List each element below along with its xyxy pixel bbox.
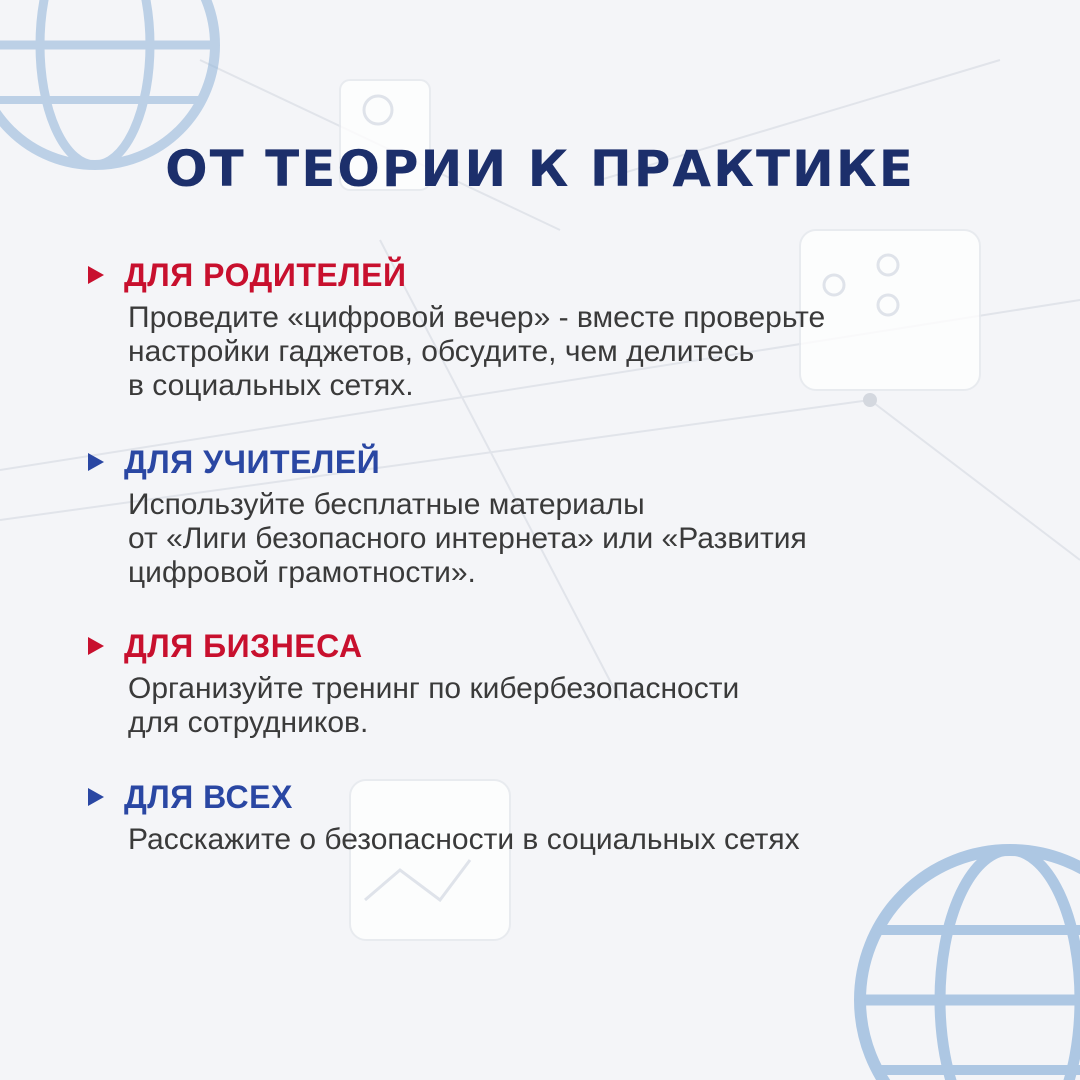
body-line: Организуйте тренинг по кибербезопасности: [128, 672, 740, 705]
body-line: цифровой грамотности».: [128, 556, 476, 589]
section-heading-label: ДЛЯ ВСЕХ: [124, 778, 293, 815]
page-title: ОТ ТЕОРИИ К ПРАКТИКЕ: [165, 140, 915, 198]
section-heading-label: ДЛЯ УЧИТЕЛЕЙ: [124, 443, 381, 480]
section-body: [128, 301, 1048, 403]
globe-icon-bottom-right: [860, 850, 1080, 1080]
play-bullet-icon: [88, 637, 104, 655]
play-bullet-icon: [88, 266, 104, 284]
body-line: Расскажите о безопасности в социальных сетях: [128, 823, 800, 856]
section-business: [88, 626, 1048, 740]
body-line: для сотрудников.: [128, 706, 369, 739]
section-everyone: [88, 777, 1048, 857]
section-parents: [88, 255, 1048, 403]
play-bullet-icon: [88, 788, 104, 806]
section-heading: [88, 255, 1048, 295]
body-line: в социальных сетях.: [128, 369, 414, 402]
section-body: [128, 672, 1048, 740]
body-line: Проведите «цифровой вечер» - вместе проверьте: [128, 301, 826, 334]
section-body: [128, 488, 1048, 590]
section-body: [128, 823, 1048, 857]
section-heading: [88, 777, 1048, 817]
section-teachers: [88, 442, 1048, 590]
section-heading: [88, 626, 1048, 666]
section-heading-label: ДЛЯ БИЗНЕСА: [124, 627, 363, 664]
body-line: Используйте бесплатные материалы: [128, 488, 645, 521]
body-line: от «Лиги безопасного интернета» или «Развития: [128, 522, 807, 555]
body-line: настройки гаджетов, обсудите, чем делитесь: [128, 335, 755, 368]
section-heading: [88, 442, 1048, 482]
section-heading-label: ДЛЯ РОДИТЕЛЕЙ: [124, 256, 407, 293]
play-bullet-icon: [88, 453, 104, 471]
